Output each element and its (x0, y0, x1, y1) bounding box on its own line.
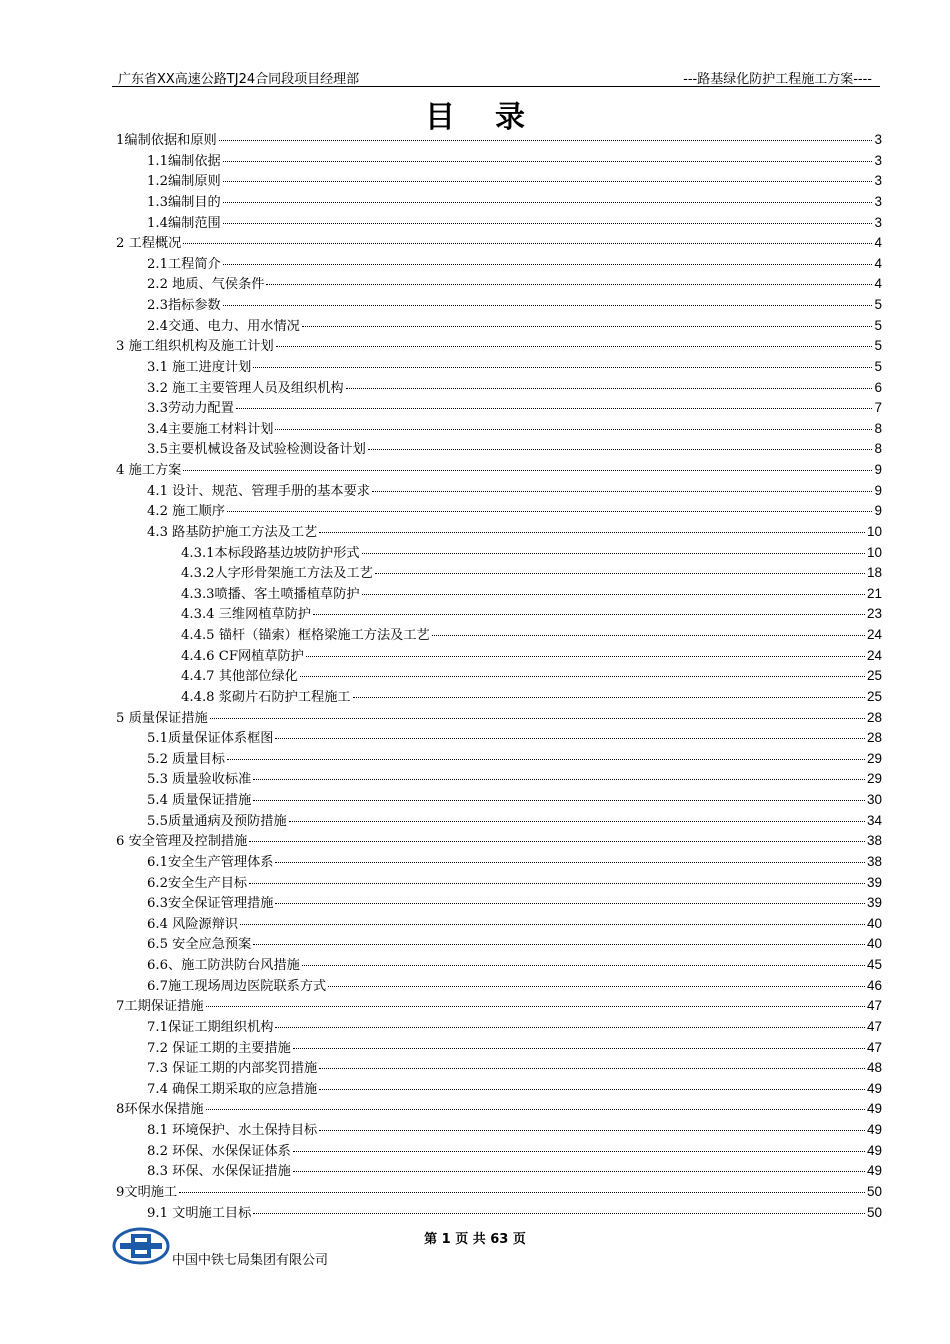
toc-entry-label: 7.4 确保工期采取的应急措施 (147, 1081, 318, 1097)
toc-entry[interactable] (116, 1181, 882, 1202)
toc-entry-label: 1.1编制依据 (147, 153, 221, 169)
toc-entry[interactable] (116, 995, 882, 1016)
toc-entry-page: 9 (874, 462, 882, 477)
toc-entry-page: 21 (866, 585, 882, 601)
toc-entry-label: 6.3安全保证管理措施 (147, 896, 274, 912)
toc-entry-page: 7 (874, 400, 882, 416)
toc-entry[interactable] (116, 1202, 882, 1223)
toc-leader-dots (328, 986, 865, 987)
toc-entry-page: 3 (874, 173, 882, 189)
toc-entry-label: 4 施工方案 (116, 463, 182, 478)
toc-entry[interactable] (116, 253, 882, 274)
company-name: 中国中铁七局集团有限公司 (172, 1253, 329, 1268)
toc-entry[interactable] (116, 294, 882, 315)
toc-entry[interactable] (116, 830, 882, 851)
toc-entry-page: 25 (866, 688, 882, 704)
page-header (112, 68, 880, 88)
toc-entry-label: 6.1安全生产管理体系 (147, 854, 274, 870)
toc-entry-page: 34 (866, 812, 882, 828)
toc-entry-page: 47 (866, 1039, 882, 1055)
toc-entry[interactable] (116, 500, 882, 521)
toc-entry-page: 4 (874, 276, 882, 292)
toc-entry-page: 4 (874, 235, 882, 251)
toc-leader-dots (223, 223, 873, 224)
toc-entry-page: 5 (874, 358, 882, 374)
toc-leader-dots (372, 491, 873, 492)
toc-entry-label: 3.1 施工进度计划 (147, 359, 252, 375)
toc-entry-label: 7.3 保证工期的内部奖罚措施 (147, 1061, 318, 1077)
toc-entry-label: 1编制依据和原则 (116, 133, 217, 148)
toc-leader-dots (206, 1006, 865, 1007)
toc-entry-label: 2.1工程简介 (147, 256, 221, 272)
toc-entry-page: 10 (866, 544, 882, 560)
toc-entry-page: 23 (866, 606, 882, 622)
toc-leader-dots (240, 924, 865, 925)
toc-entry[interactable] (116, 438, 882, 459)
toc-entry[interactable] (116, 542, 882, 563)
toc-entry-label: 4.1 设计、规范、管理手册的基本要求 (147, 483, 370, 499)
toc-leader-dots (432, 635, 865, 636)
toc-entry-label: 2.3指标参数 (147, 298, 221, 313)
toc-entry-page: 9 (874, 482, 882, 498)
toc-entry-page: 4 (874, 255, 882, 271)
toc-leader-dots (223, 264, 873, 265)
toc-entry-page: 49 (866, 1080, 882, 1096)
toc-leader-dots (362, 594, 865, 595)
toc-entry-page: 3 (874, 132, 882, 147)
toc-entry-page: 50 (866, 1204, 882, 1220)
toc-leader-dots (293, 1151, 865, 1152)
toc-entry-page: 49 (866, 1142, 882, 1158)
toc-entry-label: 9.1 文明施工目标 (147, 1205, 252, 1221)
toc-entry-label: 4.3 路基防护施工方法及工艺 (147, 524, 318, 540)
toc-leader-dots (206, 1109, 865, 1110)
toc-leader-dots (183, 243, 872, 244)
toc-leader-dots (293, 1048, 865, 1049)
toc-entry[interactable] (116, 212, 882, 233)
toc-entry-page: 30 (866, 792, 882, 807)
toc-entry[interactable] (116, 954, 882, 975)
toc-entry-page: 47 (866, 1018, 882, 1034)
toc-entry-label: 7.2 保证工期的主要措施 (147, 1040, 291, 1056)
header-rule (112, 86, 880, 87)
toc-leader-dots (275, 429, 872, 430)
toc-leader-dots (319, 1130, 865, 1131)
toc-entry-label: 2.2 地质、气侯条件 (147, 277, 265, 293)
toc-entry-page: 28 (866, 709, 882, 725)
toc-entry[interactable] (116, 810, 882, 831)
toc-entry-label: 4.3.2人字形骨架施工方法及工艺 (181, 566, 373, 582)
toc-entry-page: 40 (866, 915, 882, 931)
toc-entry-label: 4.2 施工顺序 (147, 504, 225, 520)
toc-entry-label: 3.5主要机械设备及试验检测设备计划 (147, 442, 366, 458)
toc-entry[interactable] (116, 480, 882, 501)
toc-leader-dots (289, 821, 865, 822)
table-of-contents (116, 129, 882, 1222)
toc-entry-page: 10 (866, 523, 882, 539)
toc-leader-dots (319, 532, 865, 533)
toc-leader-dots (179, 1192, 865, 1193)
toc-entry-page: 25 (866, 668, 882, 684)
toc-entry[interactable] (116, 273, 882, 294)
toc-entry-page: 8 (874, 420, 882, 436)
toc-entry[interactable] (116, 191, 882, 212)
toc-entry-label: 5.5质量通病及预防措施 (147, 813, 287, 829)
toc-entry-page: 24 (866, 647, 882, 663)
toc-entry-page: 8 (874, 441, 882, 457)
toc-entry-page: 48 (866, 1060, 882, 1076)
toc-leader-dots (300, 676, 865, 677)
toc-leader-dots (223, 181, 873, 182)
toc-entry-label: 4.3.4 三维网植草防护 (181, 607, 312, 623)
toc-entry[interactable] (116, 315, 882, 336)
toc-entry-page: 38 (866, 833, 882, 849)
toc-entry-page: 3 (874, 193, 882, 209)
toc-leader-dots (293, 1171, 865, 1172)
toc-leader-dots (302, 965, 865, 966)
toc-leader-dots (223, 161, 873, 162)
toc-leader-dots (223, 305, 873, 306)
toc-entry[interactable] (116, 748, 882, 769)
toc-entry[interactable] (116, 1119, 882, 1140)
toc-entry[interactable] (116, 335, 882, 356)
toc-entry[interactable] (116, 789, 882, 810)
toc-entry-label: 6.2安全生产目标 (147, 875, 248, 891)
toc-entry-page: 46 (866, 977, 882, 993)
toc-leader-dots (210, 718, 865, 719)
toc-entry-label: 5.1质量保证体系框图 (147, 731, 274, 747)
toc-entry-page: 45 (866, 957, 882, 972)
toc-entry-page: 6 (874, 379, 882, 395)
toc-entry-label: 6.6、施工防洪防台风措施 (147, 958, 300, 973)
toc-entry-label: 6.5 安全应急预案 (147, 937, 252, 953)
toc-leader-dots (306, 656, 865, 657)
toc-entry-label: 8环保水保措施 (116, 1102, 204, 1118)
toc-entry[interactable] (116, 851, 882, 872)
toc-entry-label: 5.4 质量保证措施 (147, 793, 252, 808)
toc-leader-dots (253, 367, 872, 368)
toc-entry-page: 49 (866, 1163, 882, 1179)
toc-leader-dots (275, 903, 864, 904)
toc-entry-label: 1.3编制目的 (147, 194, 221, 210)
toc-entry-page: 5 (874, 317, 882, 333)
toc-entry[interactable] (116, 1057, 882, 1078)
toc-leader-dots (249, 883, 865, 884)
header-left-text: 广东省XX高速公路TJ24合同段项目经理部 (118, 72, 360, 87)
toc-leader-dots (266, 284, 872, 285)
toc-entry-label: 4.3.3喷播、客土喷播植草防护 (181, 586, 360, 602)
toc-entry[interactable] (116, 1140, 882, 1161)
toc-entry[interactable] (116, 232, 882, 253)
toc-leader-dots (219, 140, 873, 141)
toc-entry-label: 3.4主要施工材料计划 (147, 421, 274, 437)
toc-entry-page: 50 (866, 1183, 882, 1199)
toc-entry[interactable] (116, 562, 882, 583)
toc-entry[interactable] (116, 645, 882, 666)
toc-entry-page: 9 (874, 503, 882, 519)
toc-entry[interactable] (116, 583, 882, 604)
toc-entry[interactable] (116, 459, 882, 480)
toc-entry[interactable] (116, 727, 882, 748)
toc-leader-dots (346, 388, 873, 389)
toc-entry-label: 9文明施工 (116, 1184, 178, 1200)
toc-entry[interactable] (116, 933, 882, 954)
toc-entry[interactable] (116, 377, 882, 398)
toc-entry-page: 5 (874, 338, 882, 354)
toc-entry-label: 6.4 风险源辩识 (147, 916, 239, 932)
page-title: 目录 (425, 100, 565, 135)
toc-entry-page: 24 (866, 627, 882, 642)
toc-entry-label: 4.4.8 浆砌片石防护工程施工 (181, 689, 351, 705)
toc-leader-dots (319, 1089, 865, 1090)
toc-entry[interactable] (116, 624, 882, 645)
toc-entry-page: 18 (866, 565, 882, 581)
toc-entry-label: 1.4编制范围 (147, 215, 221, 231)
toc-entry-label: 1.2编制原则 (147, 174, 221, 190)
toc-entry-label: 4.4.5 锚杆（锚索）框格梁施工方法及工艺 (181, 628, 430, 643)
toc-leader-dots (183, 470, 872, 471)
toc-entry-label: 6 安全管理及控制措施 (116, 834, 248, 850)
toc-entry-label: 5.2 质量目标 (147, 751, 225, 767)
toc-entry-label: 2.4交通、电力、用水情况 (147, 318, 300, 334)
toc-entry-page: 29 (866, 771, 882, 787)
toc-entry[interactable] (116, 913, 882, 934)
toc-leader-dots (362, 553, 865, 554)
toc-leader-dots (227, 759, 865, 760)
toc-entry-label: 5 质量保证措施 (116, 710, 208, 726)
toc-leader-dots (236, 408, 873, 409)
toc-entry-label: 6.7施工现场周边医院联系方式 (147, 978, 327, 994)
toc-entry-label: 8.1 环境保护、水土保持目标 (147, 1123, 318, 1138)
toc-leader-dots (275, 738, 864, 739)
toc-leader-dots (249, 841, 865, 842)
toc-entry[interactable] (116, 872, 882, 893)
toc-entry-label: 3.2 施工主要管理人员及组织机构 (147, 380, 344, 396)
toc-entry-page: 47 (866, 998, 882, 1014)
toc-leader-dots (227, 511, 873, 512)
toc-entry-label: 5.3 质量验收标准 (147, 772, 252, 788)
toc-leader-dots (223, 202, 873, 203)
toc-entry-page: 3 (874, 152, 882, 168)
toc-entry[interactable] (116, 1078, 882, 1099)
toc-leader-dots (313, 614, 865, 615)
toc-entry-label: 3 施工组织机构及施工计划 (116, 339, 274, 355)
toc-entry-page: 39 (866, 895, 882, 911)
toc-entry-label: 4.3.1本标段路基边坡防护形式 (181, 545, 360, 561)
toc-entry-page: 29 (866, 750, 882, 766)
toc-leader-dots (368, 449, 873, 450)
toc-entry[interactable] (116, 975, 882, 996)
toc-entry-label: 8.3 环保、水保保证措施 (147, 1164, 291, 1180)
toc-entry[interactable] (116, 521, 882, 542)
toc-leader-dots (375, 573, 865, 574)
toc-entry-page: 28 (866, 730, 882, 746)
toc-entry-label: 8.2 环保、水保保证体系 (147, 1143, 291, 1159)
toc-entry-page: 49 (866, 1122, 882, 1137)
toc-entry[interactable] (116, 707, 882, 728)
toc-entry[interactable] (116, 892, 882, 913)
toc-entry-page: 40 (866, 936, 882, 952)
toc-entry-label: 2 工程概况 (116, 236, 182, 252)
toc-entry-page: 38 (866, 853, 882, 869)
toc-entry-label: 3.3劳动力配置 (147, 401, 234, 417)
toc-entry-page: 49 (866, 1101, 882, 1117)
toc-leader-dots (276, 346, 873, 347)
header-right-text: ---路基绿化防护工程施工方案---- (683, 72, 872, 87)
toc-entry-page: 5 (874, 297, 882, 312)
toc-entry[interactable] (116, 1037, 882, 1058)
toc-entry[interactable] (116, 768, 882, 789)
toc-entry-label: 4.4.7 其他部位绿化 (181, 669, 298, 685)
toc-entry[interactable] (116, 686, 882, 707)
toc-leader-dots (275, 862, 864, 863)
toc-leader-dots (253, 800, 865, 801)
toc-leader-dots (253, 1213, 865, 1214)
toc-leader-dots (353, 697, 865, 698)
toc-leader-dots (319, 1068, 865, 1069)
toc-entry-page: 3 (874, 214, 882, 230)
toc-leader-dots (253, 944, 865, 945)
toc-entry[interactable] (116, 418, 882, 439)
toc-entry[interactable] (116, 129, 882, 150)
toc-entry[interactable] (116, 170, 882, 191)
toc-entry[interactable] (116, 150, 882, 171)
toc-leader-dots (275, 1027, 864, 1028)
toc-entry-page: 39 (866, 874, 882, 890)
toc-entry-label: 4.4.6 CF网植草防护 (181, 648, 304, 664)
toc-entry[interactable] (116, 397, 882, 418)
toc-entry[interactable] (116, 665, 882, 686)
toc-entry[interactable] (116, 356, 882, 377)
page-number: 第 1 页 共 63 页 (424, 1232, 526, 1247)
toc-entry-label: 7.1保证工期组织机构 (147, 1019, 274, 1035)
toc-leader-dots (302, 326, 873, 327)
toc-entry[interactable] (116, 1016, 882, 1037)
toc-entry-label: 7工期保证措施 (116, 999, 204, 1015)
toc-leader-dots (253, 779, 865, 780)
toc-entry[interactable] (116, 1098, 882, 1119)
toc-entry[interactable] (116, 603, 882, 624)
toc-entry[interactable] (116, 1160, 882, 1181)
